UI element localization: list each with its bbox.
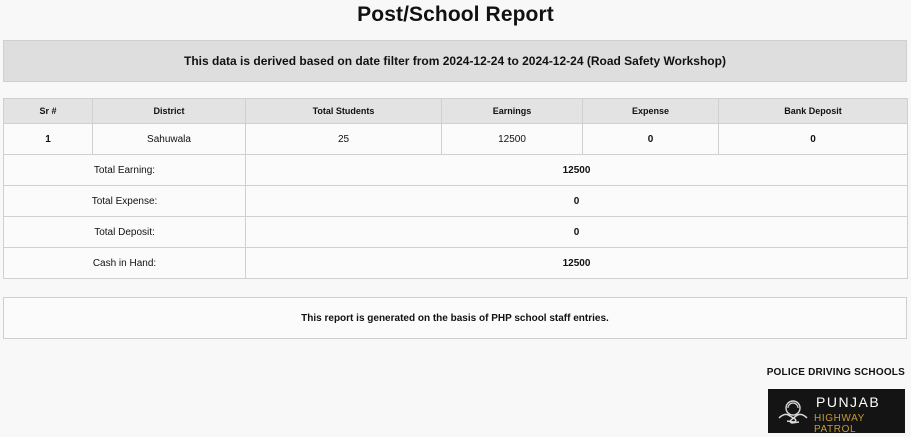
summary-value: 0 [246,217,908,248]
report-footer-note [3,297,907,339]
column-header-sr: Sr # [4,99,93,124]
page-title: Post/School Report [357,3,554,26]
column-header-earnings: Earnings [442,99,583,124]
column-header-district: District [93,99,246,124]
table-header-row [4,99,908,124]
punjab-highway-patrol-logo [768,389,905,433]
summary-label: Total Earning: [4,155,246,186]
column-header-total-students: Total Students [246,99,442,124]
cell-total-students: 25 [246,124,442,155]
summary-label: Total Deposit: [4,217,246,248]
logo-line-punjab: PUNJAB [816,394,881,410]
date-filter-banner [3,40,907,82]
table-row [4,124,908,155]
organization-name: POLICE DRIVING SCHOOLS [766,367,905,378]
summary-row-cash-in-hand [4,248,908,279]
summary-row-total-expense [4,186,908,217]
column-header-expense: Expense [583,99,719,124]
cell-bank-deposit: 0 [719,124,908,155]
summary-row-total-earning [4,155,908,186]
summary-value: 0 [246,186,908,217]
summary-row-total-deposit [4,217,908,248]
cell-expense: 0 [583,124,719,155]
summary-value: 12500 [246,155,908,186]
hands-emblem-icon [777,394,809,428]
summary-value: 12500 [246,248,908,279]
footer-note-text: This report is generated on the basis of PHP school staff entries. [301,312,609,324]
column-header-bank-deposit: Bank Deposit [719,99,908,124]
logo-line-highway-patrol: HIGHWAY PATROL [814,413,865,433]
report-table [3,98,908,279]
date-filter-text: This data is derived based on date filter from 2024-12-24 to 2024-12-24 (Road Safety Workshop) [184,54,726,68]
summary-label: Cash in Hand: [4,248,246,279]
cell-district: Sahuwala [93,124,246,155]
summary-label: Total Expense: [4,186,246,217]
cell-sr: 1 [4,124,93,155]
cell-earnings: 12500 [442,124,583,155]
